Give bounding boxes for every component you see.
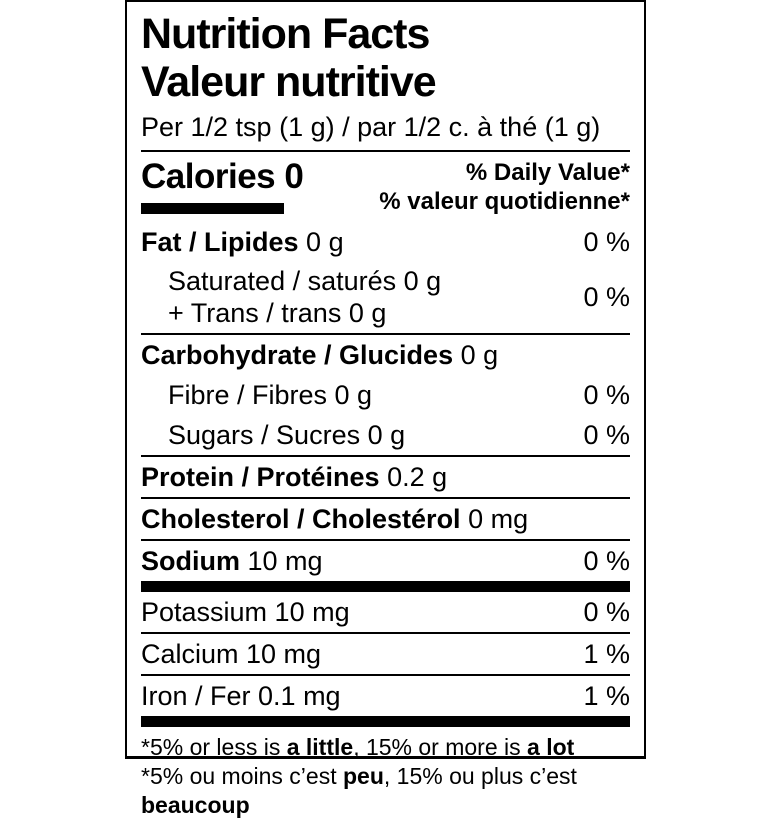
row-calcium (141, 634, 630, 674)
title-french: Valeur nutritive (141, 58, 436, 106)
daily-value-french: % valeur quotidienne* (379, 188, 630, 215)
sodium-percent: 0 % (583, 546, 630, 576)
row-sugars (141, 415, 630, 455)
saturated-trans-percent: 0 % (583, 281, 630, 312)
calories-underline-bar (141, 203, 284, 214)
iron-name: Iron / Fer 0.1 mg (141, 681, 341, 711)
calcium-percent: 1 % (583, 639, 630, 669)
fat-percent: 0 % (583, 227, 630, 257)
calories-section (141, 157, 630, 216)
daily-value-english: % Daily Value* (465, 159, 630, 186)
serving-size: Per 1/2 tsp (1 g) / par 1/2 c. à thé (1 g) (141, 112, 601, 142)
title-english: Nutrition Facts (141, 10, 430, 58)
divider (141, 150, 630, 152)
saturated-trans-names (141, 265, 441, 329)
footnote-english: *5% or less is a little, 15% or more is a lot (141, 734, 575, 760)
potassium-percent: 0 % (583, 597, 630, 627)
sugars-name: Sugars / Sucres 0 g (168, 420, 406, 450)
cholesterol-name: Cholesterol / Cholestérol 0 mg (141, 504, 529, 534)
calcium-name: Calcium 10 mg (141, 639, 322, 669)
row-sodium (141, 541, 630, 581)
fat-name: Fat / Lipides 0 g (141, 227, 344, 257)
saturated-name: Saturated / saturés 0 g (168, 266, 442, 296)
protein-name: Protein / Protéines 0.2 g (141, 462, 448, 492)
calories-number: 0 (284, 157, 304, 196)
row-iron (141, 676, 630, 716)
row-saturated-trans (141, 262, 630, 333)
row-carbohydrate (141, 335, 630, 375)
row-fat (141, 222, 630, 262)
iron-percent: 1 % (583, 681, 630, 711)
row-protein (141, 457, 630, 497)
thick-separator-bar (141, 581, 630, 592)
sugars-percent: 0 % (583, 420, 630, 450)
fibre-name: Fibre / Fibres 0 g (168, 380, 373, 410)
calories-value (141, 157, 303, 197)
potassium-name: Potassium 10 mg (141, 597, 350, 627)
calories-label: Calories (141, 157, 276, 196)
carbohydrate-name: Carbohydrate / Glucides 0 g (141, 340, 499, 370)
footnotes (141, 733, 630, 820)
fibre-percent: 0 % (583, 380, 630, 410)
sodium-name: Sodium 10 mg (141, 546, 323, 576)
footnote-french: *5% ou moins c’est peu, 15% ou plus c’est beaucoup (141, 763, 577, 818)
nutrition-facts-label (125, 0, 646, 818)
daily-value-header (379, 158, 630, 216)
calories-block (141, 157, 303, 216)
trans-name: + Trans / trans 0 g (168, 298, 387, 328)
thick-separator-bar (141, 716, 630, 727)
row-potassium (141, 592, 630, 632)
row-fibre (141, 375, 630, 415)
row-cholesterol (141, 499, 630, 539)
